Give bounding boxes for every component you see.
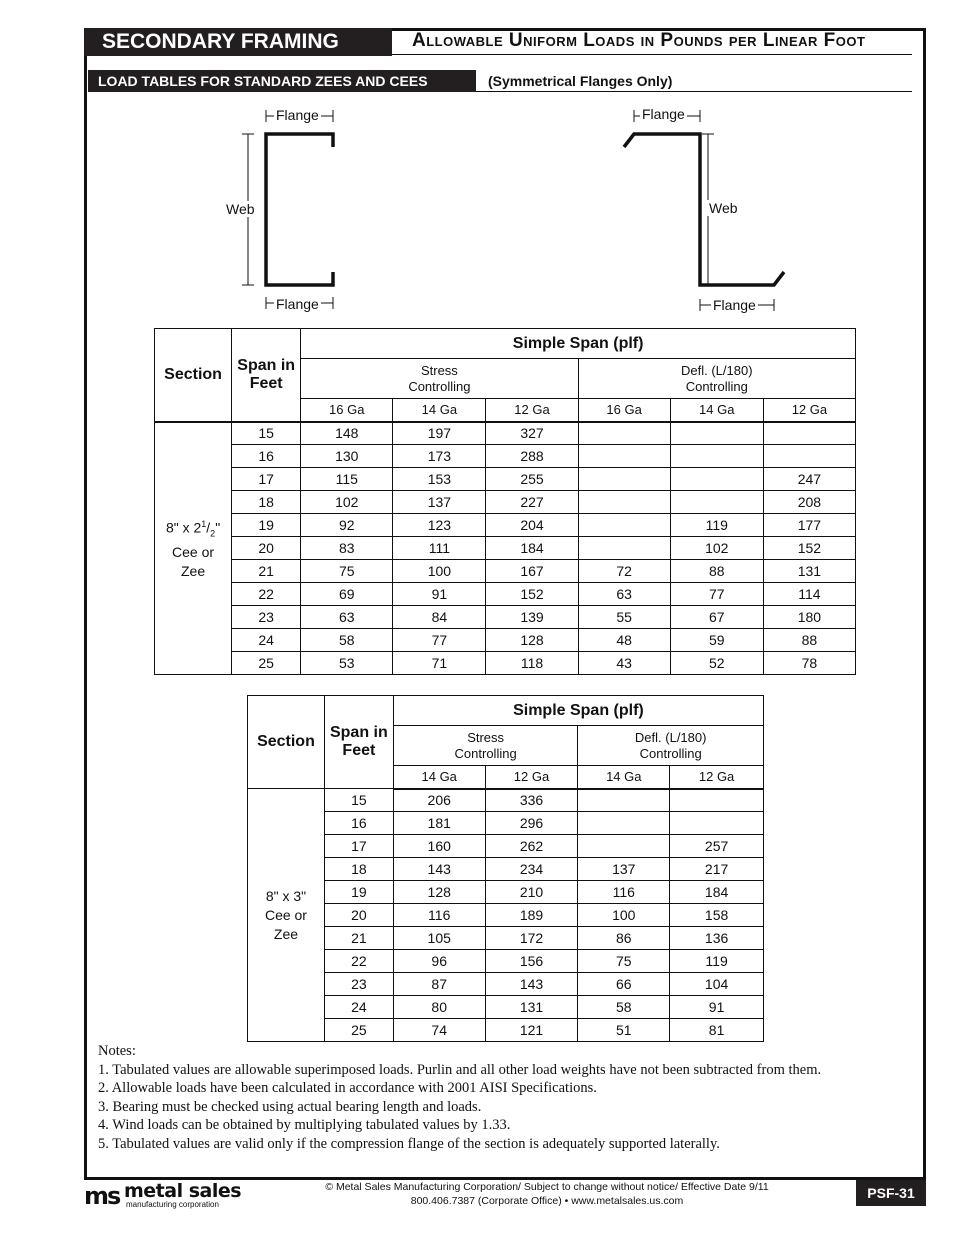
load-value-cell: 128 — [393, 881, 485, 904]
load-value-cell: 91 — [393, 583, 486, 606]
load-value-cell: 111 — [393, 537, 486, 560]
load-value-cell: 153 — [393, 468, 486, 491]
span-cell: 20 — [232, 537, 301, 560]
load-value-cell: 336 — [485, 789, 578, 812]
load-value-cell: 262 — [485, 835, 578, 858]
load-value-cell — [578, 789, 670, 812]
gauge-cell: 14 Ga — [670, 399, 763, 422]
load-value-cell: 86 — [578, 927, 670, 950]
load-value-cell: 63 — [578, 583, 670, 606]
load-value-cell: 184 — [670, 881, 764, 904]
load-value-cell: 181 — [393, 812, 485, 835]
span-cell: 24 — [324, 996, 393, 1019]
load-value-cell: 160 — [393, 835, 485, 858]
gauge-cell: 14 Ga — [578, 766, 670, 789]
load-value-cell — [763, 422, 855, 445]
page-number: PSF-31 — [856, 1180, 926, 1206]
gauge-cell: 12 Ga — [485, 766, 578, 789]
load-value-cell: 66 — [578, 973, 670, 996]
table-row — [155, 445, 856, 468]
load-value-cell: 152 — [486, 583, 578, 606]
load-value-cell: 100 — [578, 904, 670, 927]
load-table-8x2-5 — [154, 328, 856, 675]
cee-bottom-flange-label: Flange — [276, 296, 319, 312]
span-cell: 19 — [232, 514, 301, 537]
load-value-cell: 84 — [393, 606, 486, 629]
gauge-cell: 14 Ga — [393, 766, 485, 789]
span-cell: 19 — [324, 881, 393, 904]
load-value-cell: 118 — [486, 652, 578, 675]
load-value-cell: 143 — [485, 973, 578, 996]
load-value-cell: 102 — [670, 537, 763, 560]
load-value-cell: 59 — [670, 629, 763, 652]
load-value-cell — [578, 468, 670, 491]
gauge-cell: 16 Ga — [578, 399, 670, 422]
span-cell: 25 — [232, 652, 301, 675]
load-value-cell: 88 — [670, 560, 763, 583]
gauge-cell: 12 Ga — [670, 766, 764, 789]
zee-top-flange-label: Flange — [642, 106, 685, 122]
load-value-cell: 296 — [485, 812, 578, 835]
load-value-cell: 43 — [578, 652, 670, 675]
gauge-cell: 16 Ga — [301, 399, 393, 422]
table-row — [248, 904, 764, 927]
span-cell: 22 — [324, 950, 393, 973]
load-value-cell: 58 — [578, 996, 670, 1019]
load-value-cell — [670, 445, 763, 468]
load-value-cell: 136 — [670, 927, 764, 950]
load-value-cell: 131 — [485, 996, 578, 1019]
span-cell: 18 — [232, 491, 301, 514]
footer-contact: 800.406.7387 (Corporate Office) • www.metalsales.us.com — [410, 1195, 684, 1207]
load-value-cell: 114 — [763, 583, 855, 606]
note-item: 2. Allowable loads have been calculated in accordance with 2001 AISI Specifications. — [98, 1080, 597, 1097]
load-value-cell: 77 — [670, 583, 763, 606]
load-value-cell: 177 — [763, 514, 855, 537]
load-value-cell — [670, 789, 764, 812]
span-cell: 17 — [324, 835, 393, 858]
load-value-cell — [578, 445, 670, 468]
header-section: Section — [248, 696, 325, 789]
load-value-cell — [670, 491, 763, 514]
span-cell: 20 — [324, 904, 393, 927]
span-cell: 15 — [232, 422, 301, 445]
load-value-cell: 217 — [670, 858, 764, 881]
load-value-cell: 148 — [301, 422, 393, 445]
table-row — [248, 881, 764, 904]
cee-web-label: Web — [226, 201, 255, 217]
load-value-cell: 78 — [763, 652, 855, 675]
load-value-cell: 257 — [670, 835, 764, 858]
load-value-cell: 210 — [485, 881, 578, 904]
load-value-cell: 55 — [578, 606, 670, 629]
section-label-cell: 8" x $2^1/_2$" Cee or Zee — [155, 422, 232, 675]
load-value-cell: 173 — [393, 445, 486, 468]
load-value-cell: 102 — [301, 491, 393, 514]
table-row — [248, 812, 764, 835]
load-value-cell — [578, 537, 670, 560]
span-cell: 24 — [232, 629, 301, 652]
load-value-cell: 288 — [486, 445, 578, 468]
table-row — [155, 491, 856, 514]
page-subtitle: Allowable Uniform Loads in Pounds per Linear Foot — [412, 30, 866, 51]
header-span: Span in Feet — [324, 696, 393, 789]
load-value-cell: 75 — [578, 950, 670, 973]
note-item: 5. Tabulated values are valid only if the compression flange of the section is adequately supported laterally. — [98, 1135, 720, 1152]
table-row — [248, 789, 764, 812]
table-row — [248, 927, 764, 950]
load-value-cell: 116 — [393, 904, 485, 927]
load-value-cell: 81 — [670, 1019, 764, 1042]
load-value-cell: 137 — [393, 491, 486, 514]
span-cell: 23 — [232, 606, 301, 629]
load-value-cell — [670, 422, 763, 445]
load-value-cell: 69 — [301, 583, 393, 606]
header-deflection: Defl. (L/180) Controlling — [578, 359, 855, 399]
logo-mark-icon: ms — [84, 1182, 120, 1210]
load-value-cell: 208 — [763, 491, 855, 514]
load-value-cell: 96 — [393, 950, 485, 973]
load-value-cell: 91 — [670, 996, 764, 1019]
load-value-cell: 130 — [301, 445, 393, 468]
span-cell: 25 — [324, 1019, 393, 1042]
load-value-cell: 52 — [670, 652, 763, 675]
load-value-cell — [578, 514, 670, 537]
load-value-cell: 234 — [485, 858, 578, 881]
load-value-cell — [670, 812, 764, 835]
span-cell: 18 — [324, 858, 393, 881]
load-value-cell: 67 — [670, 606, 763, 629]
table1-body — [155, 422, 856, 675]
table-row — [155, 629, 856, 652]
section-label: LOAD TABLES FOR STANDARD ZEES AND CEES — [88, 70, 476, 92]
load-value-cell: 88 — [763, 629, 855, 652]
span-cell: 23 — [324, 973, 393, 996]
span-cell: 21 — [232, 560, 301, 583]
header-simple-span: Simple Span (plf) — [301, 329, 856, 359]
load-value-cell: 197 — [393, 422, 486, 445]
table-row — [155, 468, 856, 491]
load-value-cell: 105 — [393, 927, 485, 950]
load-value-cell: 77 — [393, 629, 486, 652]
load-value-cell: 92 — [301, 514, 393, 537]
load-value-cell — [763, 445, 855, 468]
table-row — [155, 583, 856, 606]
load-value-cell: 121 — [485, 1019, 578, 1042]
note-item: 3. Bearing must be checked using actual bearing length and loads. — [98, 1098, 482, 1115]
span-cell: 21 — [324, 927, 393, 950]
load-value-cell: 206 — [393, 789, 485, 812]
zee-web-label: Web — [709, 200, 738, 216]
load-value-cell: 53 — [301, 652, 393, 675]
load-value-cell: 123 — [393, 514, 486, 537]
note-item: 4. Wind loads can be obtained by multiplying tabulated values by 1.33. — [98, 1117, 511, 1134]
logo-text: metal sales — [124, 1180, 242, 1202]
span-cell: 16 — [324, 812, 393, 835]
header-simple-span: Simple Span (plf) — [393, 696, 763, 726]
load-value-cell: 139 — [486, 606, 578, 629]
load-value-cell: 48 — [578, 629, 670, 652]
load-value-cell: 247 — [763, 468, 855, 491]
load-value-cell: 172 — [485, 927, 578, 950]
load-value-cell: 143 — [393, 858, 485, 881]
footer-copyright: © Metal Sales Manufacturing Corporation/ Subject to change without notice/ Effective Date 9/11 — [325, 1181, 769, 1193]
load-value-cell: 131 — [763, 560, 855, 583]
load-value-cell: 167 — [486, 560, 578, 583]
table-row — [155, 560, 856, 583]
load-value-cell — [578, 491, 670, 514]
table-row — [248, 858, 764, 881]
gauge-cell: 12 Ga — [486, 399, 578, 422]
table-row — [248, 1019, 764, 1042]
span-cell: 15 — [324, 789, 393, 812]
load-value-cell: 83 — [301, 537, 393, 560]
load-value-cell: 184 — [486, 537, 578, 560]
load-value-cell: 87 — [393, 973, 485, 996]
load-value-cell: 189 — [485, 904, 578, 927]
page-title: SECONDARY FRAMING — [84, 28, 392, 56]
load-value-cell: 204 — [486, 514, 578, 537]
table-row — [155, 514, 856, 537]
footer-info — [300, 1180, 794, 1208]
load-value-cell: 255 — [486, 468, 578, 491]
load-value-cell: 156 — [485, 950, 578, 973]
span-cell: 16 — [232, 445, 301, 468]
load-value-cell: 327 — [486, 422, 578, 445]
header-stress: Stress Controlling — [393, 726, 578, 766]
table-row — [248, 973, 764, 996]
load-value-cell: 74 — [393, 1019, 485, 1042]
load-value-cell: 80 — [393, 996, 485, 1019]
load-value-cell: 152 — [763, 537, 855, 560]
load-value-cell: 71 — [393, 652, 486, 675]
load-value-cell: 104 — [670, 973, 764, 996]
gauge-cell: 14 Ga — [393, 399, 486, 422]
load-value-cell — [578, 835, 670, 858]
table-row — [155, 652, 856, 675]
header-deflection: Defl. (L/180) Controlling — [578, 726, 764, 766]
header-span: Span in Feet — [232, 329, 301, 422]
cee-top-flange-label: Flange — [276, 107, 319, 123]
load-value-cell: 116 — [578, 881, 670, 904]
load-value-cell: 119 — [670, 950, 764, 973]
load-value-cell — [578, 422, 670, 445]
load-value-cell: 158 — [670, 904, 764, 927]
load-table-8x3 — [247, 695, 764, 1042]
load-value-cell: 51 — [578, 1019, 670, 1042]
table-row — [248, 996, 764, 1019]
load-value-cell: 58 — [301, 629, 393, 652]
table-row — [155, 606, 856, 629]
table-row — [248, 950, 764, 973]
header-stress: Stress Controlling — [301, 359, 578, 399]
load-value-cell: 128 — [486, 629, 578, 652]
table-row — [155, 422, 856, 445]
table-row — [155, 537, 856, 560]
section-label-cell: 8" x 3" Cee or Zee — [248, 789, 325, 1042]
load-value-cell: 227 — [486, 491, 578, 514]
logo-subtext: manufacturing corporation — [126, 1200, 219, 1209]
zee-bottom-flange-label: Flange — [713, 297, 756, 313]
load-value-cell: 63 — [301, 606, 393, 629]
load-value-cell: 119 — [670, 514, 763, 537]
load-value-cell: 115 — [301, 468, 393, 491]
title-divider — [392, 54, 912, 55]
load-value-cell: 72 — [578, 560, 670, 583]
section-divider — [476, 91, 912, 92]
span-cell: 22 — [232, 583, 301, 606]
load-value-cell: 137 — [578, 858, 670, 881]
header-section: Section — [155, 329, 232, 422]
span-cell: 17 — [232, 468, 301, 491]
load-value-cell: 180 — [763, 606, 855, 629]
notes — [98, 1042, 821, 1154]
note-item: 1. Tabulated values are allowable superimposed loads. Purlin and all other load weights have not been subtracted from them. — [98, 1061, 822, 1078]
load-value-cell: 75 — [301, 560, 393, 583]
load-value-cell — [578, 812, 670, 835]
load-value-cell: 100 — [393, 560, 486, 583]
table-row — [248, 835, 764, 858]
load-value-cell — [670, 468, 763, 491]
section-note: (Symmetrical Flanges Only) — [488, 73, 673, 89]
notes-heading: Notes: — [98, 1043, 136, 1059]
gauge-cell: 12 Ga — [763, 399, 855, 422]
table2-body — [248, 789, 764, 1042]
